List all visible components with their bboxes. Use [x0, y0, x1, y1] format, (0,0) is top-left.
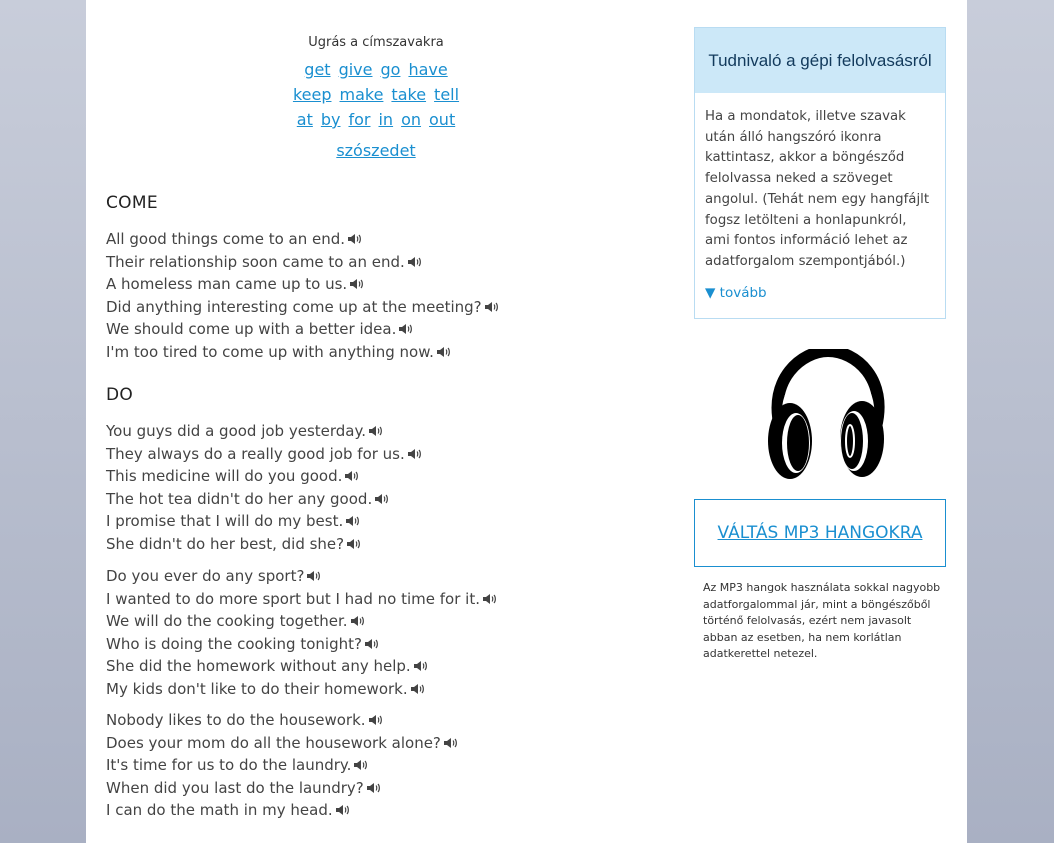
speaker-icon[interactable] — [307, 566, 321, 578]
sentence-item — [106, 273, 499, 296]
sentence-item — [106, 465, 422, 488]
speaker-icon[interactable] — [369, 421, 383, 433]
content-page — [86, 0, 967, 843]
sentence-text: They always do a really good job for us. — [106, 444, 405, 463]
sentence-item — [106, 777, 458, 800]
jump-link-by[interactable]: by — [320, 110, 341, 129]
jump-link-give[interactable]: give — [338, 60, 373, 79]
sentence-group — [106, 565, 497, 701]
sentence-item — [106, 754, 458, 777]
speaker-icon[interactable] — [399, 319, 413, 331]
speaker-icon[interactable] — [350, 274, 364, 286]
sentence-item — [106, 533, 422, 556]
jump-link-in[interactable]: in — [378, 110, 394, 129]
section-heading: DO — [106, 385, 134, 405]
jump-link-on[interactable]: on — [401, 110, 422, 129]
sentence-item — [106, 228, 499, 251]
speaker-icon[interactable] — [348, 229, 362, 241]
speaker-icon[interactable] — [408, 444, 422, 456]
sentence-text: I can do the math in my head. — [106, 801, 333, 820]
sentence-text: We will do the cooking together. — [106, 612, 348, 631]
info-box-title: Tudnivaló a gépi felolvasásról — [695, 28, 945, 93]
sentence-text: Their relationship soon came to an end. — [106, 252, 405, 271]
sentence-text: She didn't do her best, did she? — [106, 534, 345, 553]
sentence-item — [106, 588, 497, 611]
jump-link-for[interactable]: for — [348, 110, 371, 129]
sentence-item — [106, 296, 499, 319]
speaker-icon[interactable] — [437, 342, 451, 354]
jump-row — [106, 85, 646, 104]
speaker-icon[interactable] — [485, 297, 499, 309]
speaker-icon[interactable] — [354, 755, 368, 767]
speaker-icon[interactable] — [411, 679, 425, 691]
sentence-item — [106, 655, 497, 678]
sentence-text: All good things come to an end. — [106, 230, 346, 248]
jump-title: Ugrás a címszavakra — [308, 35, 444, 50]
sentence-item — [106, 443, 422, 466]
sentence-text: My kids don't like to do their homework. — [106, 679, 408, 698]
sentence-text: A homeless man came up to us. — [106, 275, 348, 294]
sentence-text: It's time for us to do the laundry. — [106, 756, 352, 775]
speaker-icon[interactable] — [369, 710, 383, 722]
sentence-text: When did you last do the laundry? — [106, 778, 364, 797]
speaker-icon[interactable] — [375, 489, 389, 501]
sentence-text: Who is doing the cooking tonight? — [106, 634, 362, 653]
jump-link-out[interactable]: out — [429, 110, 456, 129]
sentence-item — [106, 565, 497, 588]
sentence-item — [106, 420, 422, 443]
jump-row — [106, 110, 646, 129]
sentence-item — [106, 709, 458, 732]
speaker-icon[interactable] — [367, 778, 381, 790]
sentence-text: Did anything interesting come up at the meeting? — [106, 297, 482, 316]
headphones-icon — [762, 349, 892, 485]
jump-row — [106, 141, 646, 160]
jump-link-take[interactable]: take — [391, 85, 427, 104]
sentence-item — [106, 318, 499, 341]
sentence-group — [106, 420, 422, 556]
info-box-text: Ha a mondatok, illetve szavak után álló hangszóró ikonra kattintasz, akkor a böngésződ felolvassa neked a szöveget angolul. (Tehát nem egy hangfájlt fogsz letölteni a honlapunkról, ami fontos információ lehet az adatforgalom szempontjából.) — [705, 109, 930, 269]
mp3-note: Az MP3 hangok használata sokkal nagyobb adatforgalommal jár, mint a böngészőből történő felolvasás, ezért nem javasolt abban az esetben, ha nem korlátlan adatkerettel netezel. — [703, 581, 941, 661]
speaker-icon[interactable] — [346, 511, 360, 523]
mp3-switch-box — [694, 499, 946, 567]
jump-link-get[interactable]: get — [304, 60, 331, 79]
sentence-item — [106, 732, 458, 755]
sentence-text: She did the homework without any help. — [106, 657, 411, 676]
sentence-text: The hot tea didn't do her any good. — [106, 489, 373, 508]
mp3-switch-link[interactable]: VÁLTÁS MP3 HANGOKRA — [717, 523, 923, 543]
jump-link-make[interactable]: make — [339, 85, 384, 104]
speaker-icon[interactable] — [345, 466, 359, 478]
sentence-text: You guys did a good job yesterday. — [106, 422, 367, 440]
sentence-item — [106, 610, 497, 633]
jump-link-at[interactable]: at — [296, 110, 313, 129]
speaker-icon[interactable] — [408, 252, 422, 264]
speaker-icon[interactable] — [414, 656, 428, 668]
sentence-item — [106, 488, 422, 511]
jump-link-tell[interactable]: tell — [434, 85, 460, 104]
sentence-text: Does your mom do all the housework alone? — [106, 733, 441, 752]
speaker-icon[interactable] — [483, 589, 497, 601]
sentence-group — [106, 228, 499, 364]
speaker-icon[interactable] — [336, 800, 350, 812]
speaker-icon[interactable] — [365, 634, 379, 646]
sentence-text: I promise that I will do my best. — [106, 512, 344, 531]
speaker-icon[interactable] — [444, 733, 458, 745]
info-box-body — [695, 93, 945, 303]
sentence-text: We should come up with a better idea. — [106, 320, 397, 339]
jump-row — [106, 60, 646, 79]
sentence-text: This medicine will do you good. — [106, 467, 343, 486]
sentence-item — [106, 251, 499, 274]
jump-link-keep[interactable]: keep — [292, 85, 332, 104]
sentence-text: Do you ever do any sport? — [106, 567, 305, 585]
section-heading: COME — [106, 193, 158, 213]
sentence-text: I'm too tired to come up with anything now. — [106, 342, 434, 361]
jump-link-go[interactable]: go — [380, 60, 401, 79]
sentence-item — [106, 633, 497, 656]
more-link[interactable]: ▼ tovább — [705, 284, 767, 301]
speaker-icon[interactable] — [347, 534, 361, 546]
sentence-item — [106, 510, 422, 533]
sentence-text: I wanted to do more sport but I had no time for it. — [106, 589, 480, 608]
info-box — [694, 27, 946, 319]
speaker-icon[interactable] — [351, 611, 365, 623]
sentence-text: Nobody likes to do the housework. — [106, 711, 366, 729]
sentence-group — [106, 709, 458, 822]
jump-link-have[interactable]: have — [408, 60, 448, 79]
dictionary-link[interactable]: szószedet — [336, 141, 416, 160]
sentence-item — [106, 799, 458, 822]
sentence-item — [106, 678, 497, 701]
sentence-item — [106, 341, 499, 364]
